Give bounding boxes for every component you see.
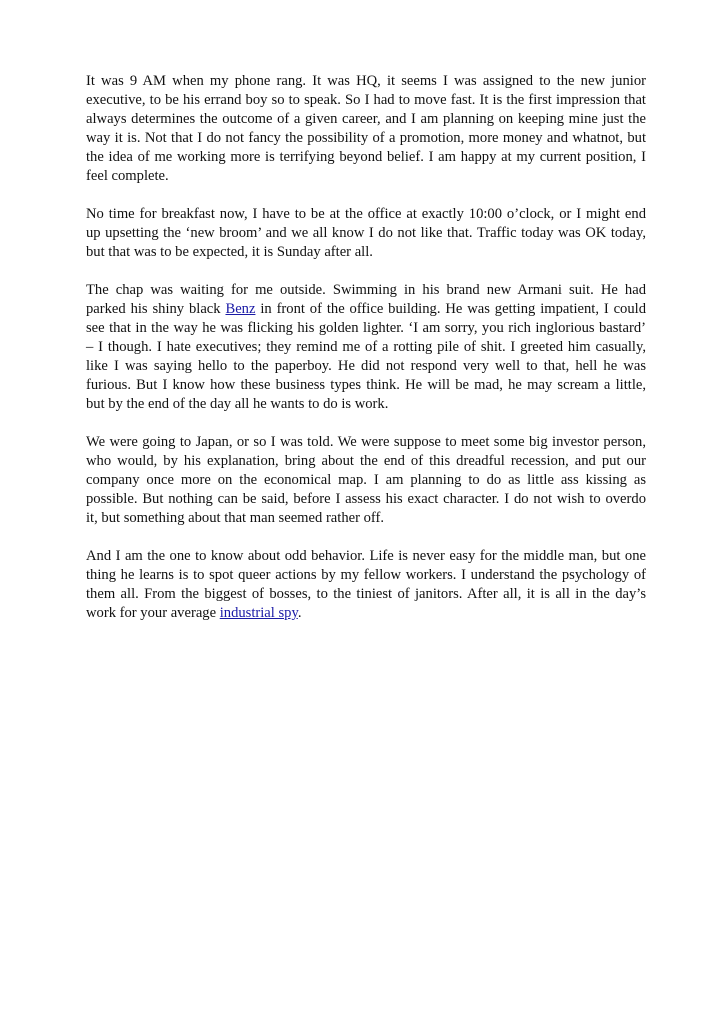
text-line: The chap was waiting for me outside. Swimming in his brand new Armani suit. He had <box>86 282 646 298</box>
text-line: but that was to be expected, it is Sunday after all. <box>86 244 373 260</box>
text-line: No time for breakfast now, I have to be at the office at exactly 10:00 o’clock, or I might end <box>86 206 646 222</box>
text-line: furious. But I know how these business types think. He will be mad, he may scream a little, <box>86 377 646 393</box>
text-line: possible. But nothing can be said, before I assess his exact character. I do not wish to overdo <box>86 491 646 507</box>
text-segment: in front of the office building. He was getting impatient, I could <box>255 301 647 317</box>
text-line: – I though. I hate executives; they remind me of a rotting pile of shit. I greeted him casually, <box>86 339 646 355</box>
paragraph <box>86 72 646 186</box>
document-body <box>86 72 646 642</box>
text-line-with-link <box>86 604 646 623</box>
text-line: feel complete. <box>86 168 169 184</box>
text-line: And I am the one to know about odd behavior. Life is never easy for the middle man, but one <box>86 548 646 564</box>
benz-link[interactable]: Benz <box>225 301 256 317</box>
text-line: it, but something about that man seemed rather off. <box>86 510 385 526</box>
text-line: company once more on the economical map. I am planning to do as little ass kissing as <box>86 472 646 488</box>
text-segment: . <box>297 605 302 621</box>
text-line: the idea of me working more is terrifying beyond belief. I am happy at my current position, I <box>86 149 646 165</box>
paragraph <box>86 281 646 414</box>
text-line: always determines the outcome of a given career, and I am planning on keeping mine just the <box>86 111 646 127</box>
paragraph <box>86 205 646 262</box>
text-line: way it is. Not that I do not fancy the possibility of a promotion, more money and whatnot, but <box>86 130 646 146</box>
text-line: like I was saying hello to the paperboy. He did not respond very well to that, hell he was <box>86 358 646 374</box>
text-line: up upsetting the ‘new broom’ and we all know I do not like that. Traffic today was OK today, <box>86 225 646 241</box>
text-segment: parked his shiny black <box>86 301 226 317</box>
text-line: We were going to Japan, or so I was told. We were suppose to meet some big investor person, <box>86 434 646 450</box>
text-line: see that in the way he was flicking his golden lighter. ‘I am sorry, you rich inglorious bastard’ <box>86 320 646 336</box>
text-line: them all. From the biggest of bosses, to the tiniest of janitors. After all, it is all in the day’s <box>86 586 646 602</box>
text-line-with-link <box>86 300 646 319</box>
text-line: thing he learns is to spot queer actions by my fellow workers. I understand the psychology of <box>86 567 646 583</box>
text-line: who would, by his explanation, bring about the end of this dreadful recession, and put our <box>86 453 646 469</box>
text-line: executive, to be his errand boy so to speak. So I had to move fast. It is the first impression that <box>86 92 646 108</box>
text-line: but by the end of the day all he wants to do is work. <box>86 396 389 412</box>
text-segment: work for your average <box>86 605 220 621</box>
paragraph <box>86 547 646 623</box>
text-line: It was 9 AM when my phone rang. It was HQ, it seems I was assigned to the new junior <box>86 73 646 89</box>
paragraph <box>86 433 646 528</box>
industrial-spy-link[interactable]: industrial spy <box>219 605 298 621</box>
